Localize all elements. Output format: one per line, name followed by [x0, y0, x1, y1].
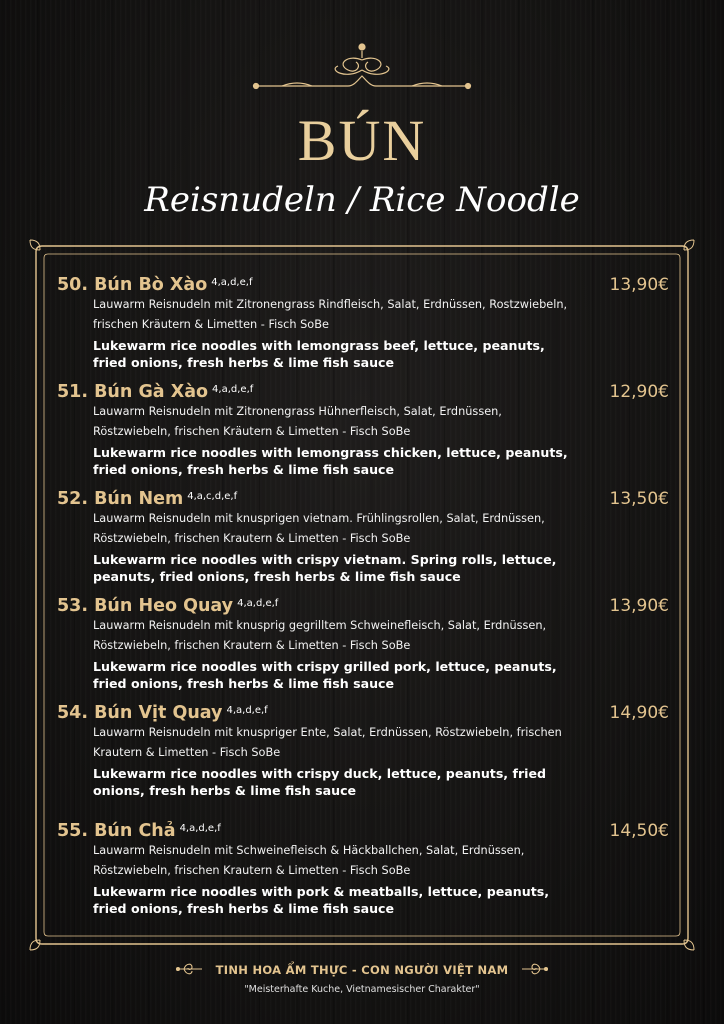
menu-item [57, 488, 669, 588]
item-price: 12,90€ [609, 382, 669, 402]
item-price: 14,90€ [609, 703, 669, 723]
item-description-de: Lauwarm Reisnudeln mit Zitronengrass Hühnerfleisch, Salat, Erdnüssen, Röstzwiebeln, frischen Kräutern & Limetten - Fisch SoBe [93, 405, 502, 438]
item-price: 13,50€ [609, 489, 669, 509]
item-title: 51. Bún Gà Xào $^{4,a,d,e,f}$ [57, 382, 254, 402]
item-title: 53. Bún Heo Quay $^{4,a,d,e,f}$ [57, 596, 279, 616]
item-description-de: Lauwarm Reisnudeln mit knuspriger Ente, Salat, Erdnüssen, Röstzwiebeln, frischen Krautern & Limetten - Fisch SoBe [93, 726, 562, 759]
menu-item [57, 595, 669, 695]
menu-item [57, 381, 669, 481]
item-description-en: Lukewarm rice noodles with lemongrass chicken, lettuce, peanuts, fried onions, fresh herbs & lime fish sauce [93, 445, 568, 477]
item-title: 54. Bún Vịt Quay $^{4,a,d,e,f}$ [57, 703, 268, 723]
item-allergens: 4,a,d,e,f [212, 384, 254, 395]
item-description-de: Lauwarm Reisnudeln mit Schweinefleisch & Häckballchen, Salat, Erdnüssen, Röstzwiebeln, frischen Krautern & Limetten - Fisch SoBe [93, 844, 525, 877]
item-description-de: Lauwarm Reisnudeln mit knusprig gegrilltem Schweinefleisch, Salat, Erdnüssen, Röstzwiebeln, frischen Krautern & Limetten - Fisch SoBe [93, 619, 547, 652]
item-description-en: Lukewarm rice noodles with lemongrass beef, lettuce, peanuts, fried onions, fresh herbs & lime fish sauce [93, 338, 545, 370]
item-price: 13,90€ [609, 275, 669, 295]
item-title: 52. Bún Nem $^{4,a,c,d,e,f}$ [57, 489, 238, 509]
menu-item [57, 820, 669, 920]
menu-item [57, 274, 669, 374]
item-description-en: Lukewarm rice noodles with pork & meatballs, lettuce, peanuts, fried onions, fresh herbs & lime fish sauce [93, 884, 550, 916]
item-allergens: 4,a,d,e,f [179, 823, 221, 834]
item-description-en: Lukewarm rice noodles with crispy grilled pork, lettuce, peanuts, fried onions, fresh herbs & lime fish sauce [93, 659, 557, 691]
item-description-de: Lauwarm Reisnudeln mit knusprigen vietnam. Frühlingsrollen, Salat, Erdnüssen, Röstzwiebeln, frischen Krautern & Limetten - Fisch SoBe [93, 512, 545, 545]
item-price: 14,50€ [609, 821, 669, 841]
item-description-en: Lukewarm rice noodles with crispy vietnam. Spring rolls, lettuce, peanuts, fried onions, fresh herbs & lime fish sauce [93, 552, 557, 584]
item-price: 13,90€ [609, 596, 669, 616]
item-allergens: 4,a,d,e,f [226, 705, 268, 716]
item-title: 50. Bún Bò Xào $^{4,a,d,e,f}$ [57, 275, 253, 295]
item-description-en: Lukewarm rice noodles with crispy duck, lettuce, peanuts, fried onions, fresh herbs & lime fish sauce [93, 766, 547, 798]
item-allergens: 4,a,c,d,e,f [187, 491, 238, 502]
item-description-de: Lauwarm Reisnudeln mit Zitronengrass Rindfleisch, Salat, Erdnüssen, Rostzwiebeln, frischen Kräutern & Limetten - Fisch SoBe [93, 298, 568, 331]
footer-tagline: TINH HOA ẨM THỰC - CON NGƯỜI VIỆT NAM [215, 963, 509, 977]
item-title: 55. Bún Chả $^{4,a,d,e,f}$ [57, 821, 221, 841]
page-title: BÚN [297, 108, 427, 173]
item-allergens: 4,a,d,e,f [211, 277, 253, 288]
item-allergens: 4,a,d,e,f [237, 598, 279, 609]
menu-item [57, 702, 669, 802]
page-subtitle: Reisnudeln / Rice Noodle [144, 180, 580, 220]
footer-flourish-right-icon [520, 961, 548, 977]
footer-quote: "Meisterhafte Kuche, Vietnamesischer Charakter" [244, 984, 480, 995]
top-ornament-icon [252, 40, 472, 92]
